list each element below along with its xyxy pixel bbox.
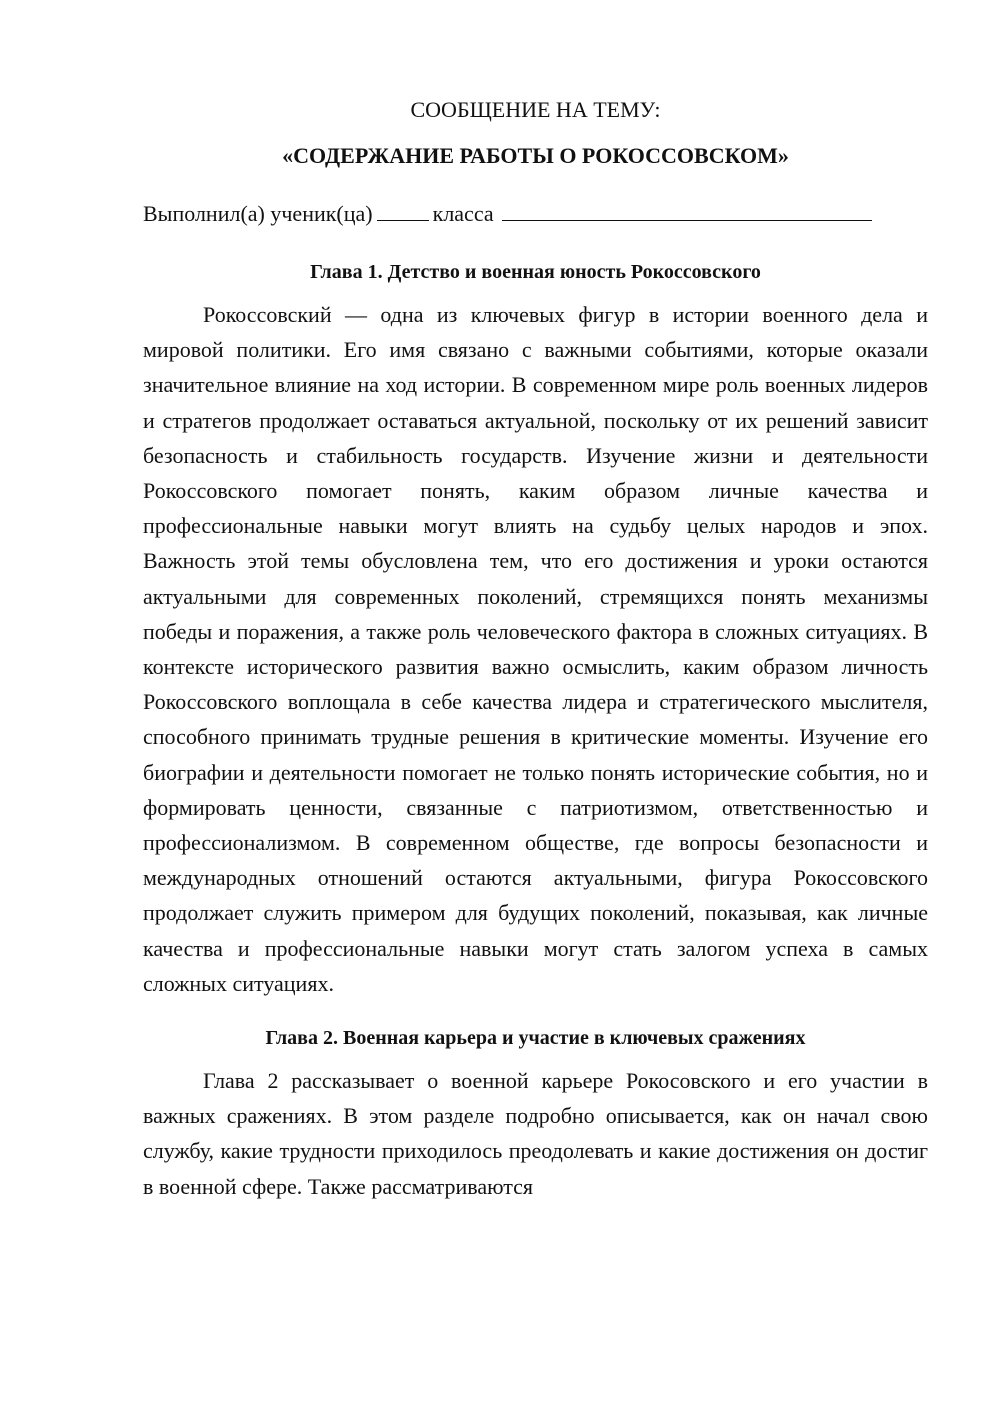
document-title-line-1: СООБЩЕНИЕ НА ТЕМУ: [410, 97, 661, 122]
class-letter-blank [502, 200, 872, 221]
document-title-line-2: «СОДЕРЖАНИЕ РАБОТЫ О РОКОССОВСКОМ» [282, 143, 789, 168]
document-page [143, 0, 928, 1204]
chapter-2-paragraph: Глава 2 рассказывает о военной карьере Рокосовского и его участии в важных сражениях. В этом разделе подробно описывается, как он начал свою службу, какие трудности приходилось преодолевать и какие достижения он достиг в военной сфере. Также рассматриваются [143, 1068, 928, 1199]
chapter-1-heading: Глава 1. Детство и военная юность Рокоссовского [310, 261, 761, 283]
student-prefix-label: Выполнил(а) ученик(ца) [143, 201, 373, 226]
chapter-1-paragraph: Рокоссовский — одна из ключевых фигур в истории военного дела и мировой политики. Его имя связано с важными событиями, которые оказали значительное влияние на ход истории. В современном мире роль военных лидеров и стратегов продолжает оставаться актуальной, поскольку от их решений зависит безопасность и стабильность государств. Изучение жизни и деятельности Рокоссовского помогает понять, каким образом личные качества и профессиональные навыки могут влиять на судьбу целых народов и эпох. Важность этой темы обусловлена тем, что его достижения и уроки остаются актуальными для современных поколений, стремящихся понять механизмы победы и поражения, а также роль человеческого фактора в сложных ситуациях. В контексте исторического развития важно осмыслить, каким образом личность Рокоссовского воплощала в себе качества лидера и стратегического мыслителя, способного принимать трудные решения в критические моменты. Изучение его биографии и деятельности помогает не только понять исторические события, но и формировать ценности, связанные с патриотизмом, ответственностью и профессионализмом. В современном обществе, где вопросы безопасности и международных отношений остаются актуальными, фигура Рокоссовского продолжает служить примером для будущих поколений, показывая, как личные качества и профессиональные навыки могут стать залогом успеха в самых сложных ситуациях. [143, 302, 928, 996]
class-label: класса [432, 201, 494, 226]
class-number-blank [377, 200, 429, 221]
student-info-line [143, 200, 928, 228]
chapter-2-heading: Глава 2. Военная карьера и участие в ключевых сражениях [265, 1027, 806, 1050]
